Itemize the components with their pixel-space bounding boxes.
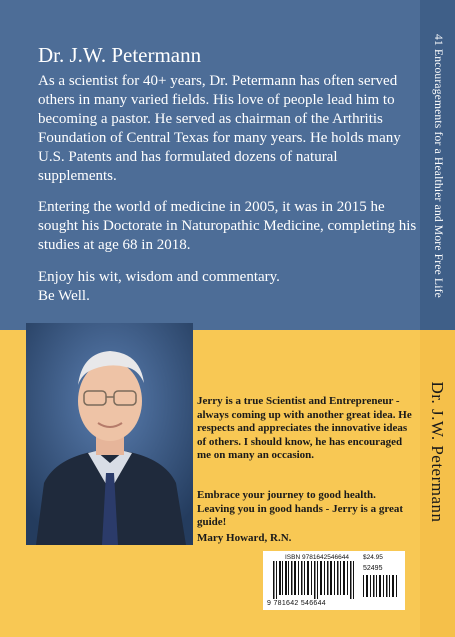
- price-label: $24.95: [363, 554, 383, 561]
- author-title: Dr. J.W. Petermann: [38, 43, 202, 67]
- author-photo: [26, 323, 193, 545]
- isbn-barcode: [263, 551, 405, 610]
- testimonial-quote-2: Embrace your journey to good health. Leaving you in good hands - Jerry is a great guide!: [197, 489, 404, 529]
- spine-author: Dr. J.W. Petermann: [428, 381, 447, 523]
- bio-paragraph-3: [38, 268, 418, 306]
- spine-subtitle: 41 Encouragements for a Healthier and More Free Life: [432, 34, 444, 298]
- bio-paragraph-1: As a scientist for 40+ years, Dr. Petermann has often served others in many varied fields. His love of people lead him to becoming a pastor. He served as chairman of the Arthritis Foundation of Central Texas for many years. He holds many U.S. Patents and has formulated dozens of natural supplements.: [38, 73, 401, 184]
- testimonial-author: Mary Howard, R.N.: [197, 532, 292, 544]
- bio-closing-line: Enjoy his wit, wisdom and commentary.: [38, 269, 280, 285]
- bio-signoff: Be Well.: [38, 288, 90, 304]
- bio-paragraph-2: Entering the world of medicine in 2005, it was in 2015 he sought his Doctorate in Naturopathic Medicine, completing his studies at age 68 in 2018.: [38, 199, 417, 253]
- author-portrait-illustration: [26, 323, 193, 545]
- isbn-number: 9 781642 546644: [267, 600, 326, 607]
- isbn-label: ISBN 9781642546644: [285, 554, 349, 561]
- price-code: 52495: [363, 565, 383, 572]
- testimonial-quote-1: Jerry is a true Scientist and Entrepreneur - always coming up with another great idea. He respects and appreciates the innovative ideas of others. I should know, he has encouraged me on many an occasion.: [197, 395, 412, 462]
